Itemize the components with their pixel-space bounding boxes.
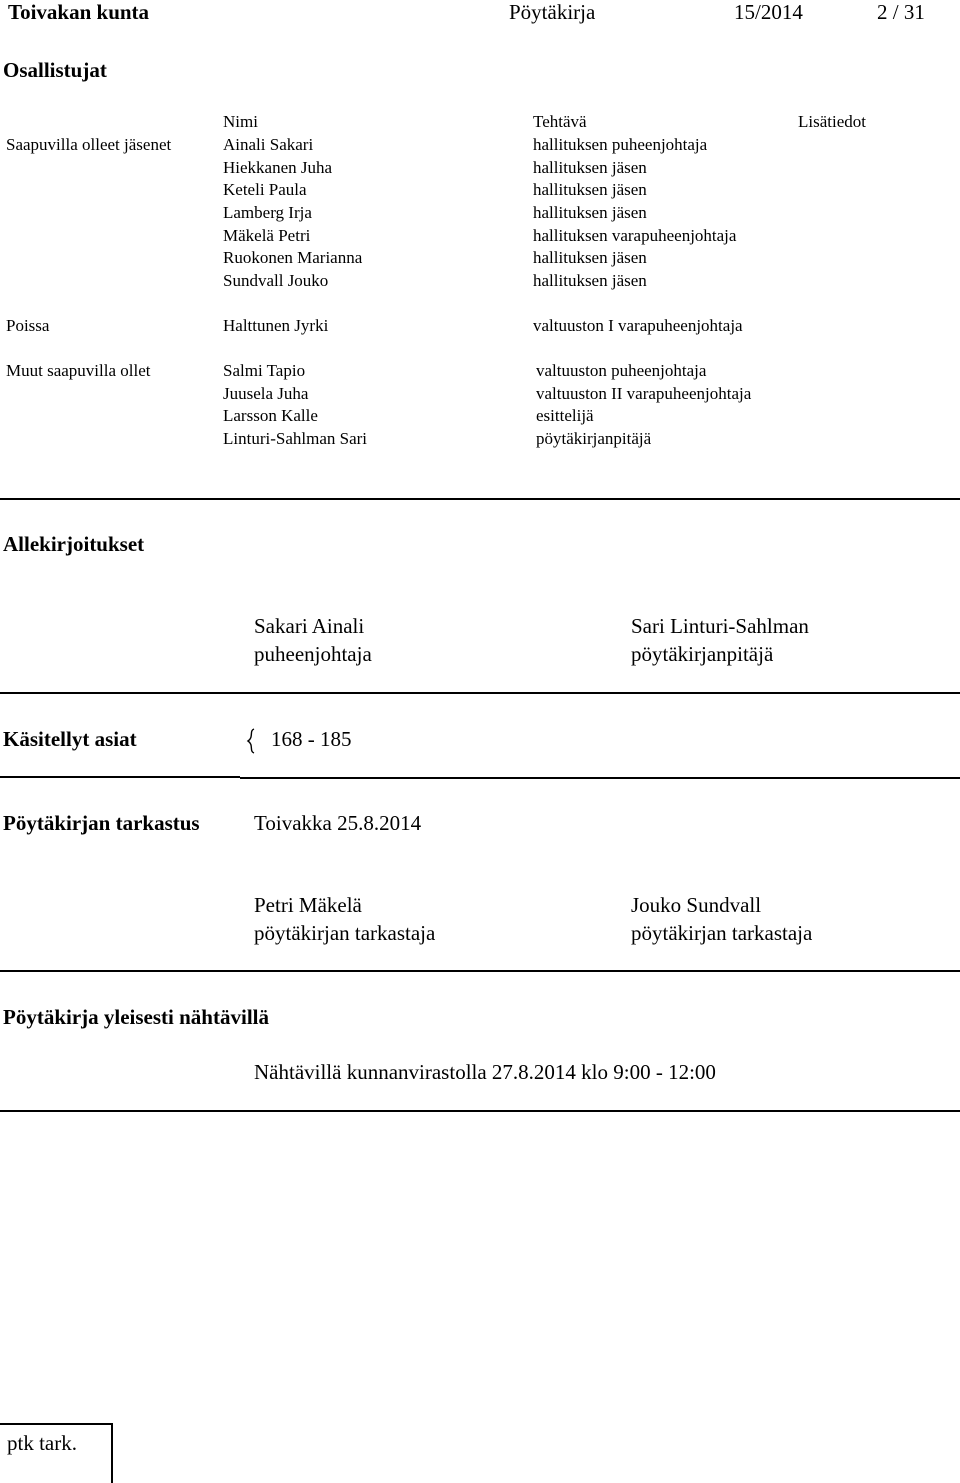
reviewer-name: Petri Mäkelä xyxy=(254,893,362,917)
section-divider xyxy=(240,777,960,779)
group-label-present: Saapuvilla olleet jäsenet xyxy=(6,135,172,154)
column-header-name: Nimi xyxy=(223,112,258,131)
organization-name: Toivakan kunta xyxy=(8,0,150,24)
document-number: 15/2014 xyxy=(734,0,803,24)
public-notice-label: Pöytäkirja yleisesti nähtävillä xyxy=(3,1005,269,1029)
signer-role: puheenjohtaja xyxy=(254,642,372,666)
participant-name: Halttunen Jyrki xyxy=(223,316,329,335)
participants-title: Osallistujat xyxy=(3,58,107,82)
participant-name: Larsson Kalle xyxy=(223,406,318,425)
participant-role: esittelijä xyxy=(536,406,594,425)
participant-role: hallituksen jäsen xyxy=(533,158,647,177)
signer-role: pöytäkirjanpitäjä xyxy=(631,642,774,666)
section-divider xyxy=(0,970,960,972)
group-label-absent: Poissa xyxy=(6,316,50,335)
page-number: 2 / 31 xyxy=(877,0,925,24)
participant-role: hallituksen jäsen xyxy=(533,248,647,267)
participant-name: Keteli Paula xyxy=(223,180,307,199)
handled-items-label: Käsitellyt asiat xyxy=(3,727,137,751)
column-header-role: Tehtävä xyxy=(533,112,587,131)
reviewer-role: pöytäkirjan tarkastaja xyxy=(631,921,813,945)
participant-name: Lamberg Irja xyxy=(223,203,312,222)
signer-name: Sari Linturi-Sahlman xyxy=(631,614,809,638)
section-bracket-icon xyxy=(240,728,266,754)
reviewer-role: pöytäkirjan tarkastaja xyxy=(254,921,436,945)
group-label-others: Muut saapuvilla ollet xyxy=(6,361,151,380)
reviewer-initials-label: ptk tark. xyxy=(7,1431,77,1455)
section-divider xyxy=(0,498,960,500)
participant-role: valtuuston I varapuheenjohtaja xyxy=(533,316,743,335)
signer-name: Sakari Ainali xyxy=(254,614,365,638)
participant-name: Ruokonen Marianna xyxy=(223,248,363,267)
participant-name: Linturi-Sahlman Sari xyxy=(223,429,368,448)
section-divider xyxy=(0,692,960,694)
participant-role: hallituksen puheenjohtaja xyxy=(533,135,708,154)
handled-items-value: 168 - 185 xyxy=(271,727,352,751)
review-label: Pöytäkirjan tarkastus xyxy=(3,811,200,835)
participant-name: Salmi Tapio xyxy=(223,361,306,380)
participant-name: Juusela Juha xyxy=(223,384,309,403)
participant-role: hallituksen jäsen xyxy=(533,180,647,199)
participant-role: hallituksen varapuheenjohtaja xyxy=(533,226,737,245)
reviewer-initials-box xyxy=(0,1423,113,1483)
column-header-notes: Lisätiedot xyxy=(798,112,866,131)
participant-name: Mäkelä Petri xyxy=(223,226,311,245)
public-notice-value: Nähtävillä kunnanvirastolla 27.8.2014 klo 9:00 - 12:00 xyxy=(254,1060,716,1084)
signatures-title: Allekirjoitukset xyxy=(3,532,145,556)
participant-role: valtuuston puheenjohtaja xyxy=(536,361,707,380)
participant-name: Sundvall Jouko xyxy=(223,271,329,290)
participant-role: valtuuston II varapuheenjohtaja xyxy=(536,384,752,403)
section-divider xyxy=(0,1110,960,1112)
participant-role: hallituksen jäsen xyxy=(533,203,647,222)
review-value: Toivakka 25.8.2014 xyxy=(254,811,422,835)
participant-role: pöytäkirjanpitäjä xyxy=(536,429,652,448)
document-type: Pöytäkirja xyxy=(509,0,596,24)
participant-role: hallituksen jäsen xyxy=(533,271,647,290)
reviewer-name: Jouko Sundvall xyxy=(631,893,762,917)
participant-name: Ainali Sakari xyxy=(223,135,314,154)
section-divider xyxy=(0,776,240,778)
participant-name: Hiekkanen Juha xyxy=(223,158,333,177)
